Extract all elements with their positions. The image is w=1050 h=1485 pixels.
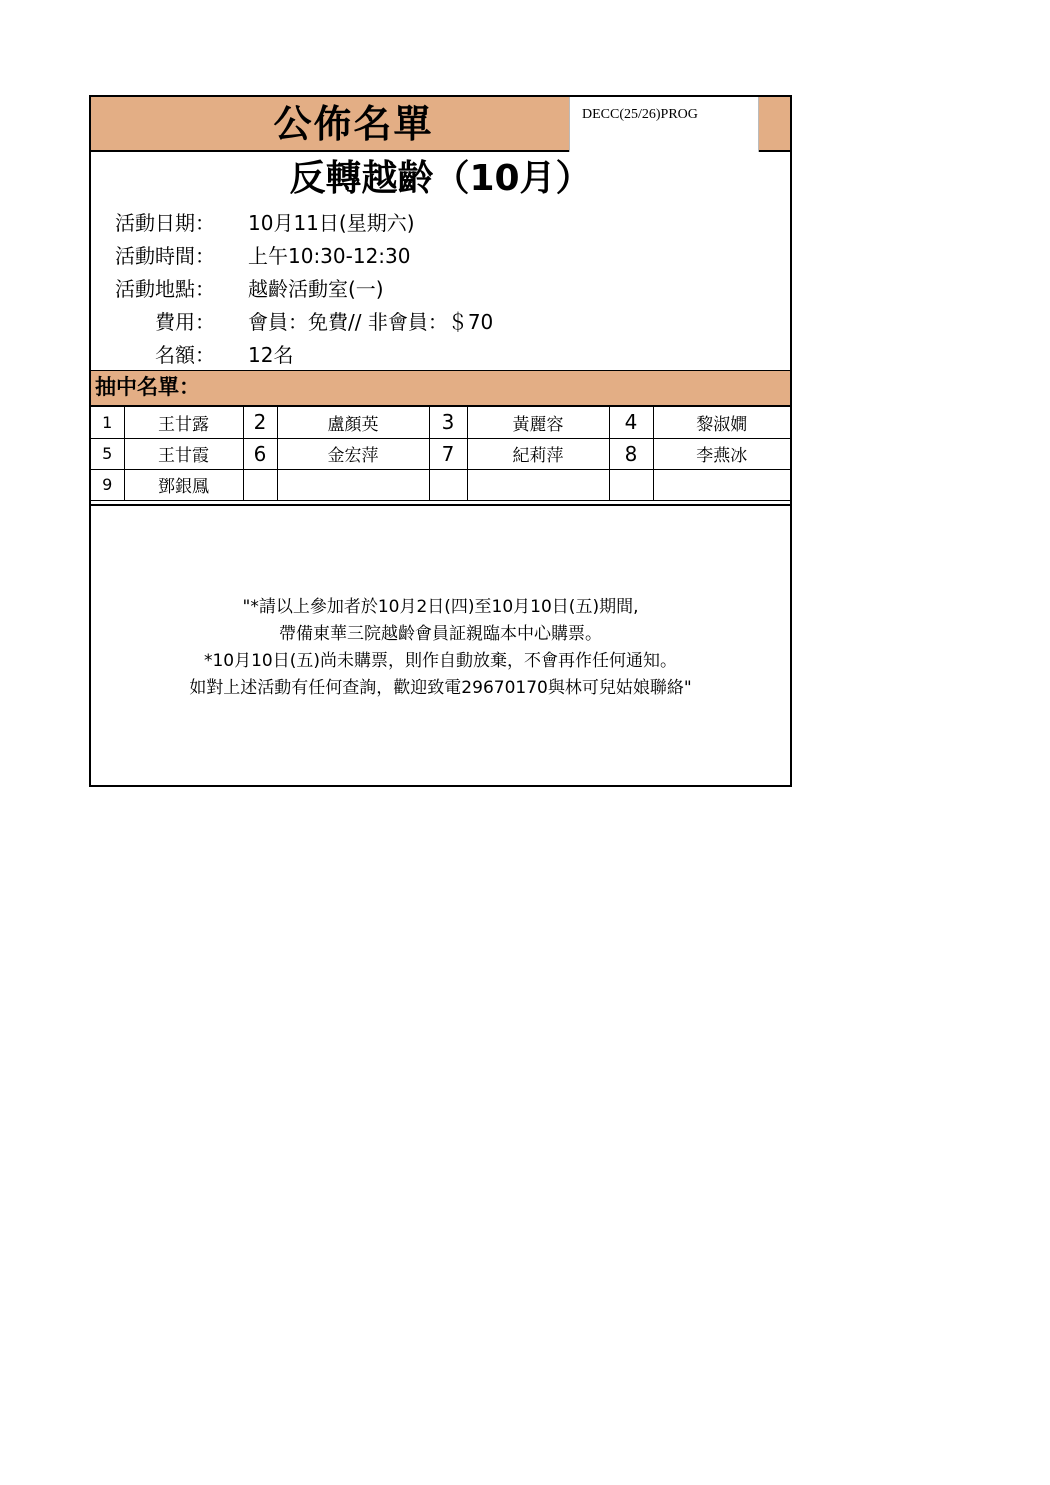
reference-code: DECC(25/26)PROG <box>569 97 759 152</box>
empty-cell <box>277 469 429 500</box>
winners-table <box>91 407 790 501</box>
venue-value: 越齡活動室(一) <box>248 277 384 301</box>
winner-number: 9 <box>91 469 124 500</box>
winner-number: 6 <box>243 438 277 469</box>
empty-cell <box>429 469 467 500</box>
notice-text <box>91 594 790 702</box>
winner-name: 黎淑嫺 <box>653 407 790 438</box>
notice-line: 帶備東華三院越齡會員証親臨本中心購票。 <box>279 624 602 644</box>
info-row-time <box>91 240 790 272</box>
winner-number: 1 <box>91 407 124 438</box>
notice-sheet <box>89 95 792 787</box>
empty-cell <box>609 469 653 500</box>
notice-line: "*請以上參加者於10月2日(四)至10月10日(五)期間, <box>242 597 639 617</box>
winner-number: 7 <box>429 438 467 469</box>
table-row <box>91 438 790 469</box>
quota-value: 12名 <box>248 343 294 367</box>
winner-name: 王甘露 <box>124 407 243 438</box>
notice-line: 如對上述活動有任何查詢，歡迎致電29670170與林可兒姑娘聯絡" <box>189 678 692 698</box>
empty-cell <box>243 469 277 500</box>
winner-name: 黃麗容 <box>467 407 609 438</box>
winner-number: 8 <box>609 438 653 469</box>
info-row-fee <box>91 306 790 338</box>
winner-number: 2 <box>243 407 277 438</box>
winner-name: 金宏萍 <box>277 438 429 469</box>
time-value: 上午10:30-12:30 <box>248 244 411 268</box>
fee-label: 費用： <box>155 310 215 334</box>
info-row-date <box>91 207 790 239</box>
header-bar <box>91 97 790 152</box>
winner-number: 4 <box>609 407 653 438</box>
notice-line: *10月10日(五)尚未購票，則作自動放棄，不會再作任何通知。 <box>203 651 678 671</box>
fee-value: 會員：免費// 非會員：＄70 <box>248 310 494 334</box>
date-value: 10月11日(星期六) <box>248 211 415 235</box>
winner-number: 5 <box>91 438 124 469</box>
time-label: 活動時間： <box>115 244 215 268</box>
info-row-quota <box>91 339 790 371</box>
table-bottom-rule <box>91 504 790 506</box>
venue-label: 活動地點： <box>115 277 215 301</box>
info-row-venue <box>91 273 790 305</box>
empty-cell <box>653 469 790 500</box>
winner-name: 鄧銀鳳 <box>124 469 243 500</box>
winner-number: 3 <box>429 407 467 438</box>
draw-list-heading: 抽中名單： <box>91 370 790 407</box>
winner-name: 紀莉萍 <box>467 438 609 469</box>
page-title: 公佈名單 <box>273 102 434 146</box>
quota-label: 名額： <box>155 343 215 367</box>
winner-name: 盧顏英 <box>277 407 429 438</box>
date-label: 活動日期： <box>115 211 215 235</box>
table-row <box>91 407 790 438</box>
winner-name: 李燕冰 <box>653 438 790 469</box>
empty-cell <box>467 469 609 500</box>
winner-name: 王甘霞 <box>124 438 243 469</box>
table-row <box>91 469 790 500</box>
event-title: 反轉越齡（10月） <box>289 158 592 199</box>
